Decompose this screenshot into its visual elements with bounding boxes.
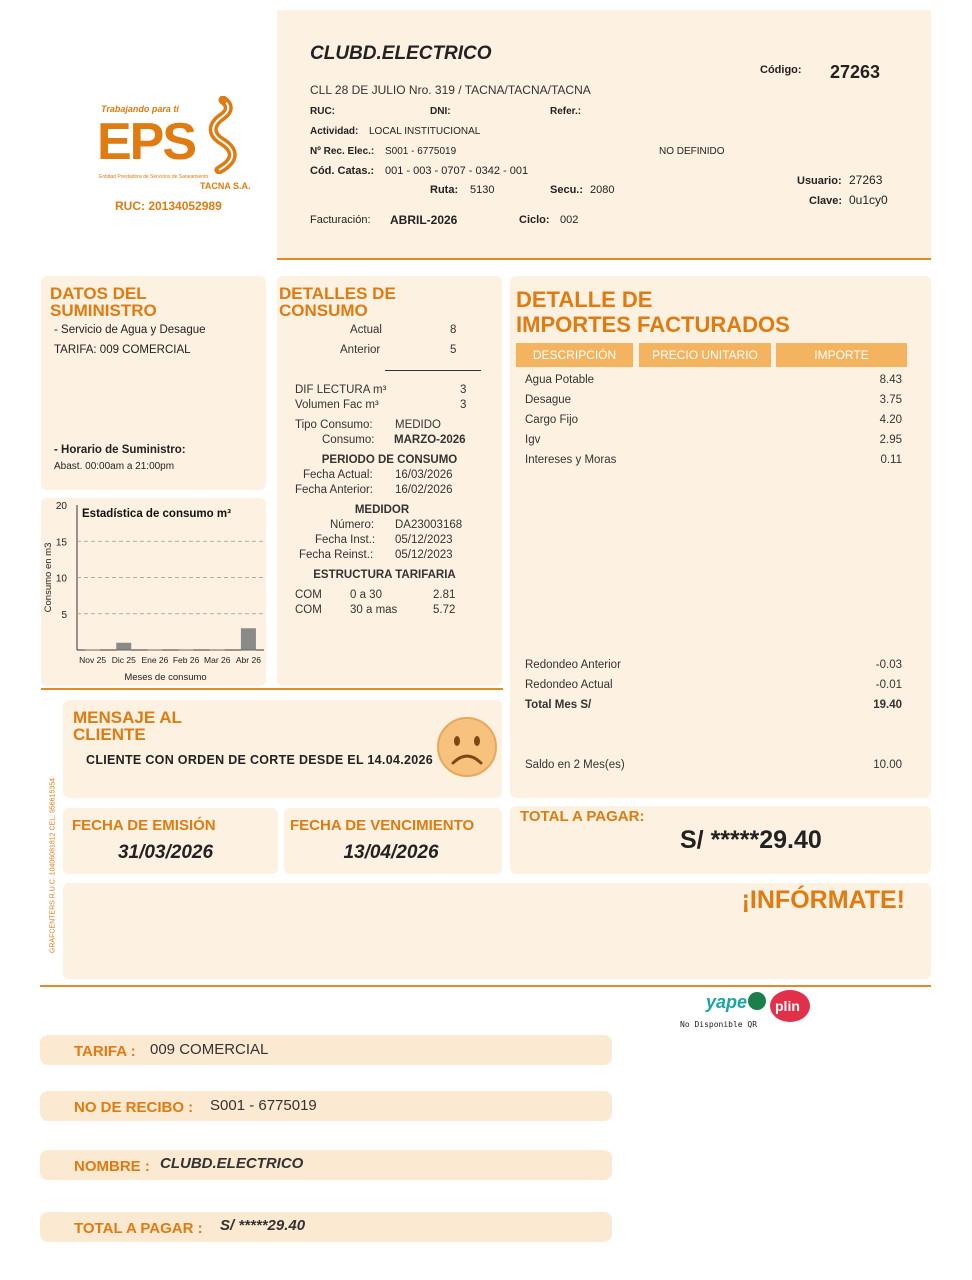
client-address: CLL 28 DE JULIO Nro. 319 / TACNA/TACNA/TACNA: [310, 83, 591, 97]
summary-nombre: [40, 1150, 612, 1180]
mensaje-title: [73, 709, 182, 743]
inst-value: 05/12/2023: [395, 534, 453, 546]
ciclo-label: Ciclo:: [519, 214, 550, 226]
tarifa-1-cat: COM: [295, 604, 322, 616]
tarifa-1-rango: 30 a mas: [350, 604, 398, 616]
total-label: TOTAL A PAGAR:: [520, 808, 645, 825]
item-3-desc: Igv: [525, 434, 541, 446]
x-axis-label: Meses de consumo: [124, 672, 207, 683]
tarifa-0-cat: COM: [295, 589, 322, 601]
yape-logo: [706, 992, 766, 1018]
secu-value: 2080: [590, 184, 615, 196]
item-4-desc: Intereses y Moras: [525, 454, 617, 466]
horario-value: Abast. 00:00am a 21:00pm: [54, 461, 175, 472]
col-importe: IMPORTE: [776, 343, 907, 367]
importes-title-line2: IMPORTES FACTURADOS: [516, 312, 790, 337]
logo-text: EPS: [97, 113, 196, 171]
item-4-importe: 0.11: [880, 454, 902, 466]
facturacion-value: ABRIL-2026: [390, 213, 458, 227]
horario-label: - Horario de Suministro:: [54, 444, 186, 456]
x-tick-label: Nov 25: [79, 655, 107, 665]
total-value: S/ *****29.40: [680, 826, 822, 854]
saldo-value: 10.00: [873, 759, 902, 771]
redondeo-actual-value: -0.01: [875, 679, 902, 691]
cons-label: Consumo:: [322, 434, 375, 446]
fecha-actual-value: 16/03/2026: [395, 469, 453, 481]
servicio-text: - Servicio de Agua y Desague: [54, 324, 206, 336]
mensaje-title-line2: CLIENTE: [73, 725, 146, 744]
fecha-anterior-label: Fecha Anterior:: [295, 484, 373, 496]
y-axis-label: Consumo en m3: [43, 542, 54, 613]
fecha-anterior-value: 16/02/2026: [395, 484, 453, 496]
tipo-value: MEDIDO: [395, 419, 441, 431]
summary-tarifa: [40, 1035, 612, 1065]
codigo-value: 27263: [830, 62, 881, 82]
summary-total-value: S/ *****29.40: [220, 1217, 306, 1234]
yape-text: yape: [706, 992, 748, 1012]
bottom-divider: [40, 985, 931, 987]
usuario-value: 27263: [849, 173, 883, 187]
importes-title: [516, 287, 790, 337]
tarifa-1-precio: 5.72: [433, 604, 456, 616]
summary-total-label: TOTAL A PAGAR :: [74, 1220, 203, 1237]
actividad-label: Actividad:: [310, 126, 359, 137]
secu-label: Secu.:: [550, 184, 584, 196]
item-2-importe: 4.20: [879, 414, 902, 426]
suministro-title: [50, 285, 157, 319]
y-tick-label: 10: [55, 573, 67, 585]
item-3-importe: 2.95: [879, 434, 902, 446]
vol-label: Volumen Fac m³: [295, 399, 379, 411]
reinst-label: Fecha Reinst.:: [299, 549, 374, 561]
estructura-title: ESTRUCTURA TARIFARIA: [313, 569, 456, 581]
clave-label: Clave:: [809, 195, 843, 207]
ruc-label: RUC:: [310, 106, 335, 117]
usuario-label: Usuario:: [797, 175, 842, 187]
tarifa-0-precio: 2.81: [433, 589, 456, 601]
river-logo-icon: [193, 96, 253, 174]
summary-recibo: [40, 1091, 612, 1121]
total-mes-value: 19.40: [873, 699, 902, 711]
printer-side-text: GRAFCENTERS R.U.C. 10406081812 CEL: 956615354: [49, 777, 57, 954]
refer-label: Refer.:: [550, 106, 582, 117]
company-slogan: Trabajando para ti: [101, 104, 179, 114]
anterior-value: 5: [450, 344, 457, 356]
x-tick-label: Mar 26: [204, 655, 231, 665]
codigo-label: Código:: [760, 64, 802, 76]
dni-label: DNI:: [430, 106, 451, 117]
tarifa-text: TARIFA: 009 COMERCIAL: [54, 344, 191, 356]
plin-text: plin: [775, 998, 800, 1014]
total-mes-label: Total Mes S/: [525, 699, 592, 711]
vol-value: 3: [460, 399, 467, 411]
clave-value: 0u1cy0: [849, 193, 888, 207]
consumo-title-line1: DETALLES DE: [279, 284, 396, 303]
item-2-desc: Cargo Fijo: [525, 414, 579, 426]
actual-value: 8: [450, 324, 457, 336]
mensaje-text: CLIENTE CON ORDEN DE CORTE DESDE EL 14.04.2026: [86, 753, 433, 767]
y-tick-label: 20: [55, 501, 67, 512]
summary-total: [40, 1212, 612, 1242]
item-0-desc: Agua Potable: [525, 374, 595, 386]
yape-badge-icon: [748, 992, 766, 1010]
summary-recibo-label: NO DE RECIBO :: [74, 1099, 194, 1116]
periodo-title: PERIODO DE CONSUMO: [321, 454, 458, 466]
no-definido: NO DEFINIDO: [659, 146, 725, 157]
vencimiento-label: FECHA DE VENCIMIENTO: [290, 817, 475, 834]
x-tick-label: Ene 26: [141, 655, 169, 665]
summary-tarifa-value: 009 COMERCIAL: [150, 1041, 269, 1058]
numero-value: DA23003168: [395, 519, 463, 531]
redondeo-anterior-label: Redondeo Anterior: [525, 659, 621, 671]
medidor-title: MEDIDOR: [354, 504, 410, 516]
summary-recibo-value: S001 - 6775019: [210, 1097, 317, 1114]
item-1-desc: Desague: [525, 394, 572, 406]
x-tick-label: Feb 26: [172, 655, 200, 665]
rec-label: Nº Rec. Elec.:: [310, 146, 375, 157]
company-city: TACNA S.A.: [200, 181, 251, 191]
ruta-value: 5130: [470, 184, 495, 196]
consumo-panel: [277, 276, 502, 686]
reinst-value: 05/12/2023: [395, 549, 453, 561]
tipo-label: Tipo Consumo:: [295, 419, 373, 431]
qr-note: No Disponible QR: [680, 1020, 758, 1029]
informate-title: ¡INFÓRMATE!: [741, 886, 905, 914]
ciclo-value: 002: [560, 214, 579, 226]
item-1-importe: 3.75: [879, 394, 902, 406]
cons-value: MARZO-2026: [394, 434, 466, 446]
catas-label: Cód. Catas.:: [310, 165, 375, 177]
company-full-name: Entidad Prestadora de Servicios de Saneamiento: [99, 174, 209, 180]
summary-tarifa-label: TARIFA :: [74, 1043, 136, 1060]
suministro-title-line2: SUMINISTRO: [50, 301, 157, 320]
col-descripcion: DESCRIPCIÓN: [516, 343, 633, 367]
actual-label: Actual: [350, 324, 382, 336]
chart-title: Estadística de consumo m³: [82, 508, 231, 520]
suministro-title-line1: DATOS DEL: [50, 284, 147, 303]
fecha-actual-label: Fecha Actual:: [303, 469, 373, 481]
x-tick-label: Abr 26: [235, 655, 261, 665]
sad-face-icon: [436, 716, 498, 778]
facturacion-label: Facturación:: [310, 214, 371, 226]
consumption-chart: [41, 498, 266, 686]
summary-nombre-label: NOMBRE :: [74, 1158, 150, 1175]
inst-label: Fecha Inst.:: [315, 534, 376, 546]
plin-logo: [770, 990, 810, 1022]
vencimiento-value: 13/04/2026: [343, 842, 439, 863]
dif-label: DIF LECTURA m³: [295, 384, 387, 396]
client-name: CLUBD.ELECTRICO: [310, 43, 492, 64]
summary-nombre-value: CLUBD.ELECTRICO: [160, 1155, 304, 1172]
chart-bar: [241, 628, 256, 650]
actividad-value: LOCAL INSTITUCIONAL: [369, 126, 481, 137]
emision-label: FECHA DE EMISIÓN: [72, 817, 216, 834]
y-tick-label: 15: [55, 537, 67, 549]
consumo-title: [279, 285, 396, 319]
sum-line: [385, 370, 481, 371]
item-0-importe: 8.43: [879, 374, 902, 386]
ruta-label: Ruta:: [430, 184, 459, 196]
emision-value: 31/03/2026: [117, 842, 214, 863]
saldo-label: Saldo en 2 Mes(es): [525, 759, 625, 771]
company-ruc: RUC: 20134052989: [115, 199, 222, 213]
dif-value: 3: [460, 384, 467, 396]
x-tick-label: Dic 25: [111, 655, 136, 665]
company-logo: [95, 96, 260, 216]
consumo-title-line2: CONSUMO: [279, 301, 368, 320]
importes-title-line1: DETALLE DE: [516, 287, 653, 312]
mensaje-title-line1: MENSAJE AL: [73, 708, 182, 727]
numero-label: Número:: [330, 519, 375, 531]
chart-bar: [116, 643, 131, 650]
col-precio-unitario: PRECIO UNITARIO: [639, 343, 771, 367]
rec-value: S001 - 6775019: [385, 146, 457, 157]
catas-value: 001 - 003 - 0707 - 0342 - 001: [385, 165, 529, 177]
tarifa-0-rango: 0 a 30: [350, 589, 382, 601]
left-divider: [41, 688, 503, 690]
redondeo-anterior-value: -0.03: [875, 659, 902, 671]
anterior-label: Anterior: [340, 344, 381, 356]
header-divider: [277, 258, 931, 260]
y-tick-label: 5: [61, 609, 67, 621]
redondeo-actual-label: Redondeo Actual: [525, 679, 613, 691]
